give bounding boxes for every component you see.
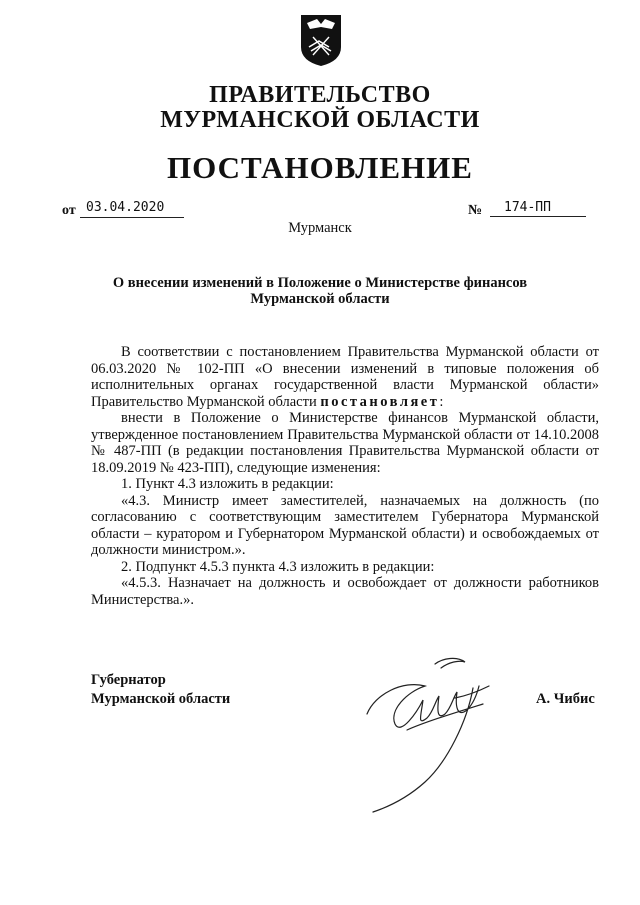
number-prefix: № — [468, 203, 483, 218]
paragraph-1 — [91, 344, 599, 410]
handwritten-signature-icon — [355, 652, 505, 817]
paragraph-1-text: В соответствии с постановлением Правительства Мурманской области от 06.03.2020 № 102-ПП «О внесении изменений в типовые положения об исполнительных органах государственной власти Мурманской области» Правительство Мурманской области — [91, 344, 599, 410]
paragraph-4: «4.3. Министр имеет заместителей, назначаемых на должность (по согласованию с соответствующим заместителем Губернатора Мурманской области – куратором и Губернатором Мурманской области) и освобождаемых от должности министром.». — [91, 492, 599, 558]
city: Мурманск — [288, 220, 352, 236]
paragraph-1-colon: : — [439, 393, 444, 410]
org-name-line-2: МУРМАНСКОЙ ОБЛАСТИ — [160, 107, 480, 133]
signer-position-line-1: Губернатор — [91, 672, 166, 688]
document-number: 174-ПП — [490, 200, 586, 217]
org-name-line-1: ПРАВИТЕЛЬСТВО — [209, 82, 431, 108]
signer-position-line-2: Мурманской области — [91, 691, 231, 707]
document-type: ПОСТАНОВЛЕНИЕ — [167, 150, 473, 185]
document-title-line-1: О внесении изменений в Положение о Министерстве финансов — [112, 275, 528, 291]
paragraph-3: 1. Пункт 4.3 изложить в редакции: — [121, 476, 334, 492]
date-prefix: от — [62, 203, 76, 218]
resolution-verb: постановляет — [320, 393, 440, 410]
document-title-line-2: Мурманской области — [250, 291, 390, 307]
document-body — [91, 344, 599, 608]
paragraph-2: внести в Положение о Министерстве финансов Мурманской области, утвержденное постановлением Правительства Мурманской области от 14.10.2008 № 487-ПП (в редакции постановления Правительства Мурманской области от 18.09.2019 № 423-ПП), следующие изменения: — [91, 410, 599, 476]
paragraph-5: 2. Подпункт 4.5.3 пункта 4.3 изложить в редакции: — [121, 558, 435, 575]
coat-of-arms-icon — [299, 13, 343, 67]
paragraph-6: «4.5.3. Назначает на должность и освобождает от должности работников Министерства.». — [91, 575, 599, 608]
document-date: 03.04.2020 — [80, 200, 184, 218]
signer-name: А. Чибис — [536, 691, 595, 707]
